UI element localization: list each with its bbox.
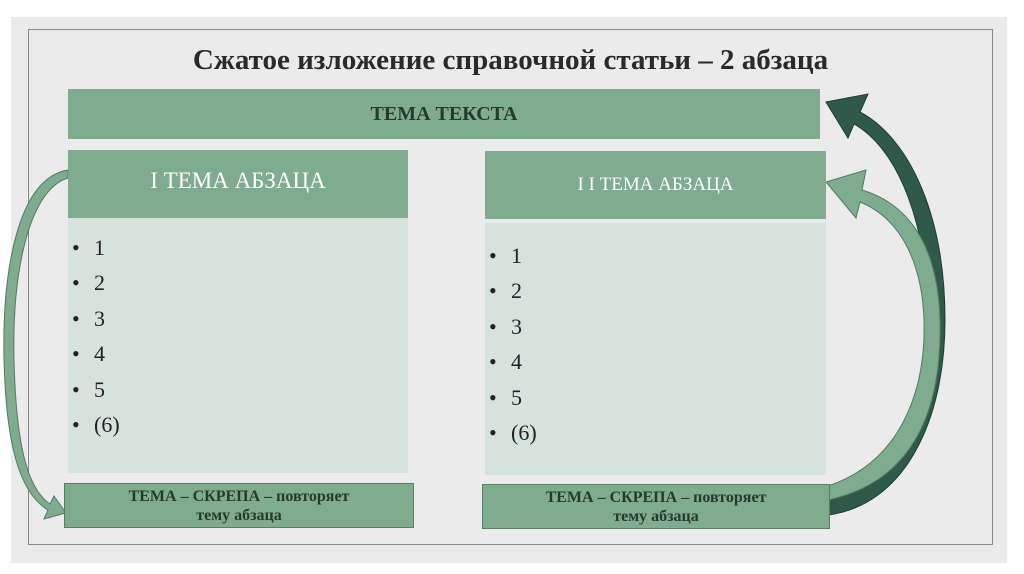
slide-title: Сжатое изложение справочной статьи – 2 абзаца [192, 44, 829, 76]
list-item: • 2 [511, 273, 826, 308]
topic-bar: ТЕМА ТЕКСТА [68, 89, 820, 139]
column-2-skrepa-box [482, 484, 830, 529]
list-item: • 4 [511, 344, 826, 379]
column-1-skrepa-line1: ТЕМА – СКРЕПА – повторяет [128, 487, 350, 505]
list-item: • 2 [94, 265, 408, 300]
list-item: • (6) [511, 415, 826, 450]
column-2-skrepa-line1: ТЕМА – СКРЕПА – повторяет [545, 488, 767, 506]
list-item: • 5 [511, 380, 826, 415]
column-2-body [485, 223, 826, 475]
column-1-body [68, 218, 408, 473]
column-2-skrepa-line2: тему абзаца [613, 507, 699, 525]
column-2-list [485, 238, 826, 450]
column-1-list [68, 230, 408, 442]
list-item: • 1 [94, 230, 408, 265]
column-1-skrepa-line2: тему абзаца [196, 506, 282, 524]
list-item: • 1 [511, 238, 826, 273]
list-item: • 3 [511, 309, 826, 344]
column-2-heading-text: I I ТЕМА АБЗАЦА [577, 174, 734, 195]
column-2-heading [485, 151, 826, 219]
column-1-heading-text: I ТЕМА АБЗАЦА [150, 168, 326, 193]
left-curved-arrow [4, 170, 68, 519]
column-1-heading [68, 150, 408, 218]
list-item: • (6) [94, 407, 408, 442]
list-item: • 4 [94, 336, 408, 371]
list-item: • 5 [94, 372, 408, 407]
list-item: • 3 [94, 301, 408, 336]
column-1-skrepa-box [64, 483, 414, 528]
